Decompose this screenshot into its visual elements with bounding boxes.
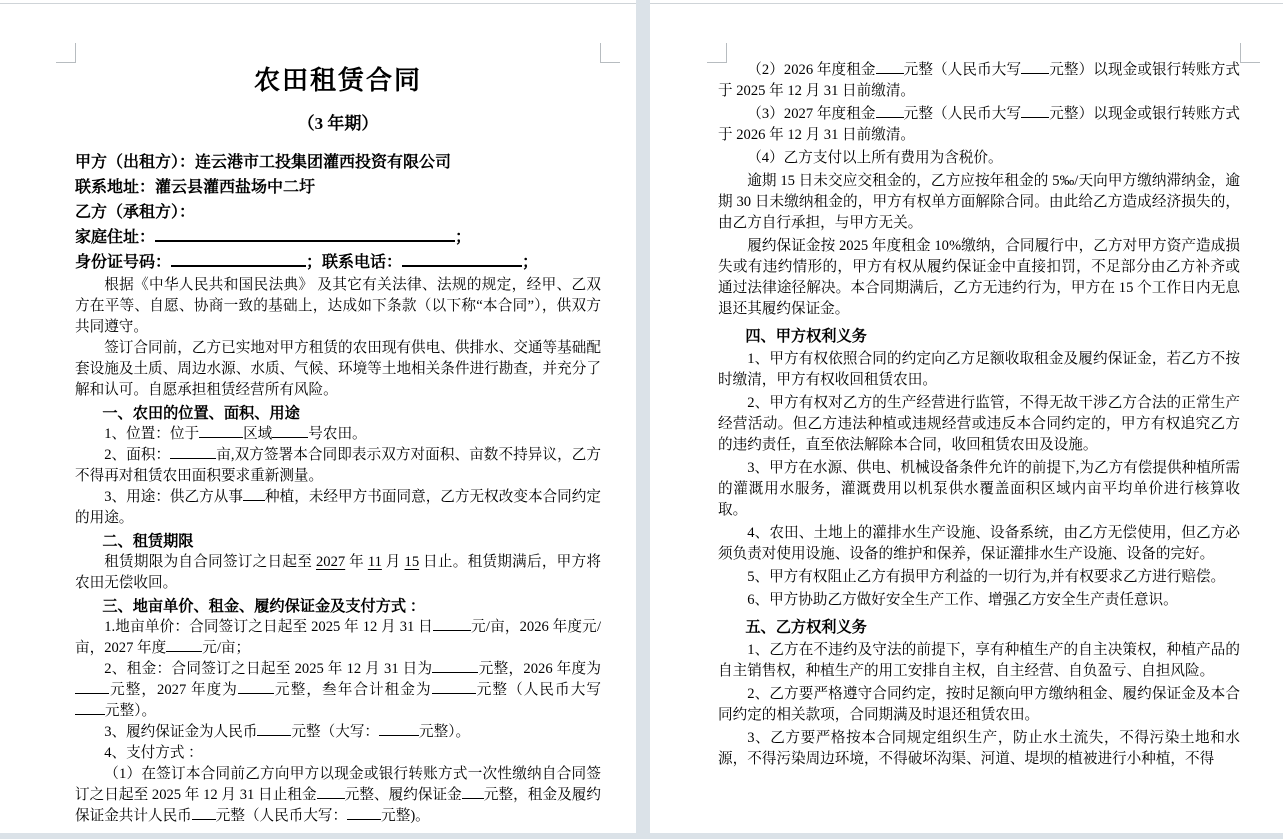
paragraph [75,722,601,743]
paragraph [75,487,601,529]
blank-fill-in-field [75,701,105,715]
text-run: 元整，2027 年度为 [109,682,238,698]
blank-fill-in-field [199,424,243,438]
underlined-value: 11 [367,554,382,570]
text-run: （3 年期） [297,114,379,133]
text-run: 家庭住址： [75,229,156,246]
text-run: 元/亩，2026 年度元/亩，2027 年度 [75,619,601,656]
text-run: 元整（大写： [291,724,380,740]
blank-fill-in-field [433,617,471,631]
blank-fill-in-field [171,251,306,267]
paragraph [718,590,1240,611]
paragraph [718,640,1240,682]
text-run: 1、乙方在不违约及守法的前提下，享有种植生产的自主决策权，种植产品的自主销售权，种植生产的用工安排自主权，自主经营、自负盈亏、自担风险。 [718,642,1240,679]
text-run: 种植，未经甲方书面同意，乙方无权改变本合同约定的用途。 [75,489,601,526]
text-run: 农田租赁合同 [253,66,422,95]
blank-fill-in-field [347,806,381,820]
text-run: 5、甲方有权阻止乙方有损甲方利益的一切行为,并有权要求乙方进行赔偿。 [747,569,1226,585]
party-info-line [75,225,601,250]
text-run: 元整、履约保证金 [344,787,462,803]
margin-crop-mark [1240,43,1260,63]
text-run: 3、甲方在水源、供电、机械设备条件允许的前提下,为乙方有偿提供种植所需的灌溉用水服务，灌溉费用以机泵供水覆盖面积区域内亩平均单价进行核算收取。 [718,460,1240,518]
text-run: 五、乙方权利义务 [745,619,867,636]
page-2-content [718,4,1240,772]
paragraph [718,567,1240,588]
blank-fill-in-field [876,60,904,74]
paragraph [718,148,1240,169]
blank-fill-in-field [192,806,216,820]
section-heading [718,617,1240,638]
paragraph [718,684,1240,726]
text-run: 元整（人民币大写 [903,62,1022,78]
text-run: 元整（人民币大写 [475,682,601,698]
blank-fill-in-field [257,722,291,736]
paragraph [718,236,1240,320]
blank-fill-in-field [462,785,484,799]
text-run: （4）乙方支付以上所有费用为含税价。 [747,150,1003,166]
text-run: 元整（人民币大写： [215,808,348,824]
blank-fill-in-field [432,680,476,694]
text-run: ； [522,254,539,271]
document-title [75,64,601,98]
section-heading [75,403,601,424]
text-run: 元整，2026 年度为 [478,661,601,677]
text-run: 元整，叁年合计租金为 [273,682,432,698]
text-run: 亩,双方签署本合同即表示双方对面积、亩数不持异议，乙方不得再对租赁农田面积要求重新测量。 [75,447,601,484]
blank-fill-in-field [243,487,265,501]
text-run: 日止。租赁期满后，甲方将农田无偿收回。 [75,554,601,591]
margin-crop-mark [56,43,76,63]
underlined-value: 15 [404,554,420,570]
paragraph [718,104,1240,146]
paragraph [75,617,601,659]
paragraph [75,338,601,401]
page-1[interactable] [0,3,636,833]
text-run: 乙方（承租方）： [75,204,196,221]
text-run: 2、租金：合同签订之日起至 2025 年 12 月 31 日为 [104,661,433,677]
paragraph [75,275,601,338]
text-run: ；联系电话： [306,254,403,271]
text-run: 3、乙方要严格按本合同规定组织生产，防止水土流失，不得污染土地和水源，不得污染周边环境，不得破坏沟渠、河道、堤坝的植被进行小种植，不得 [718,730,1240,767]
text-run: 甲方（出租方）：连云港市工投集团灌西投资有限公司 [75,154,452,171]
blank-fill-in-field [238,680,274,694]
blank-fill-in-field [166,638,202,652]
underlined-value: 2027 [315,554,346,570]
text-run: 四、甲方权利义务 [745,328,867,345]
text-run: 6、甲方协助乙方做好安全生产工作、增强乙方安全生产责任意识。 [747,592,1178,608]
text-run: 1.地亩单价：合同签订之日起至 2025 年 12 月 31 日 [104,619,433,635]
text-run: 元/亩； [202,640,251,656]
text-run: 元整，租金及履约保证金共计人民币 [75,787,601,824]
blank-fill-in-field [317,785,345,799]
text-run: 元整）以现金或银行转账方式于 2026 年 12 月 31 日前缴清。 [718,106,1240,143]
text-run: （1）在签订本合同前乙方向甲方以现金或银行转账方式一次性缴纳自合同签订之日起至 2025 年 12 月 31 日止租金 [75,766,601,803]
text-run: 4、农田、土地上的灌排水生产设施、设备系统，由乙方无偿使用，但乙方必须负责对使用设施、设备的维护和保养，保证灌排水生产设施、设备的完好。 [718,525,1240,562]
paragraph [718,393,1240,456]
party-info-line [75,175,601,200]
paragraph [75,552,601,594]
paragraph [718,349,1240,391]
blank-fill-in-field [1021,104,1049,118]
text-run: 根据《中华人民共和国民法典》 及其它有关法律、法规的规定，经甲、乙双方在平等、自愿、协商一致的基础上，达成如下条款（以下称“本合同”），供双方共同遵守。 [75,277,601,335]
text-run: 号农田。 [308,426,367,442]
text-run: 元整)。 [381,808,430,824]
text-run: 元整（人民币大写 [903,106,1022,122]
text-run: 2、乙方要严格遵守合同约定，按时足额向甲方缴纳租金、履约保证金及本合同约定的相关款项，合同期满及时退还租赁农田。 [718,686,1240,723]
text-run: 履约保证金按 2025 年度租金 10%缴纳，合同履行中，乙方对甲方资产造成损失或有违约情形的，甲方有权从履约保证金中直接扣罚，不足部分由乙方补齐或通过法律途径解决。本合同期满后，乙方无违约行为，甲方在 15 个工作日内无息退还其履约保证金。 [718,238,1240,317]
text-run: ； [455,229,472,246]
text-run: 年 [345,554,368,570]
text-run: 2、面积： [104,447,171,463]
text-run: 联系地址：灌云县灌西盐场中二圩 [75,179,316,196]
text-run: 元整）。 [419,724,471,740]
blank-fill-in-field [876,104,904,118]
page-2[interactable] [650,3,1283,833]
document-subtitle [75,113,601,135]
page-1-content [75,4,601,827]
paragraph [718,60,1240,102]
text-run: 3、用途：供乙方从事 [104,489,243,505]
text-run: 元整）。 [105,703,157,719]
paragraph [75,764,601,827]
blank-fill-in-field [402,251,522,267]
blank-fill-in-field [379,722,419,736]
blank-fill-in-field [432,659,478,673]
blank-fill-in-field [75,680,109,694]
text-run: 一、农田的位置、面积、用途 [102,405,300,422]
paragraph [75,659,601,722]
text-run: 三、地亩单价、租金、履约保证金及支付方式 ： [102,598,426,615]
paragraph [718,523,1240,565]
party-info-line [75,250,601,275]
text-run: 签订合同前，乙方已实地对甲方租赁的农田现有供电、供排水、交通等基础配套设施及土质、周边水源、水质、气候、环境等土地相关条件进行勘查，并充分了解和认可。自愿承担租赁经营所有风险。 [75,340,601,398]
party-info-line [75,150,601,175]
paragraph [75,424,601,445]
text-run: 1、甲方有权依照合同的约定向乙方足额收取租金及履约保证金，若乙方不按时缴清，甲方有权收回租赁农田。 [718,351,1240,388]
paragraph [718,728,1240,770]
text-run: 4、支付方式 ： [104,745,203,761]
text-run: 区域 [243,426,273,442]
text-run: 元整）以现金或银行转账方式于 2025 年 12 月 31 日前缴清。 [718,62,1240,99]
text-run: （2）2026 年度租金 [747,62,876,78]
text-run: 1、位置：位于 [104,426,200,442]
paragraph [718,458,1240,521]
page-gap [636,0,650,833]
text-run: 3、履约保证金为人民币 [104,724,258,740]
blank-fill-in-field [155,226,455,242]
text-run: （3）2027 年度租金 [747,106,876,122]
text-run: 身份证号码： [75,254,172,271]
paragraph [718,171,1240,234]
text-run: 2、甲方有权对乙方的生产经营进行监管，不得无故干涉乙方合法的正常生产经营活动。但乙方违法种植或违规经营或违反本合同约定的，甲方有权追究乙方的违约责任，直至依法解除本合同，收回租赁农田及设施。 [718,395,1240,453]
text-run: 月 [381,554,405,570]
blank-fill-in-field [272,424,308,438]
paragraph [75,743,601,764]
section-heading [718,326,1240,347]
text-run: 逾期 15 日未交应交租金的，乙方应按年租金的 5‰/天向甲方缴纳滞纳金，逾期 30 日未缴纳租金的，甲方有权单方面解除合同。由此给乙方造成经济损失的，由乙方自行承担，与甲方无关。 [718,173,1240,231]
paragraph [75,445,601,487]
section-heading [75,531,601,552]
margin-crop-mark [600,43,620,63]
blank-fill-in-field [1021,60,1049,74]
section-heading [75,596,601,617]
text-run: 二、租赁期限 [102,533,194,550]
blank-fill-in-field [170,445,216,459]
party-info-line [75,200,601,225]
text-run: 租赁期限为自合同签订之日起至 [104,554,316,570]
